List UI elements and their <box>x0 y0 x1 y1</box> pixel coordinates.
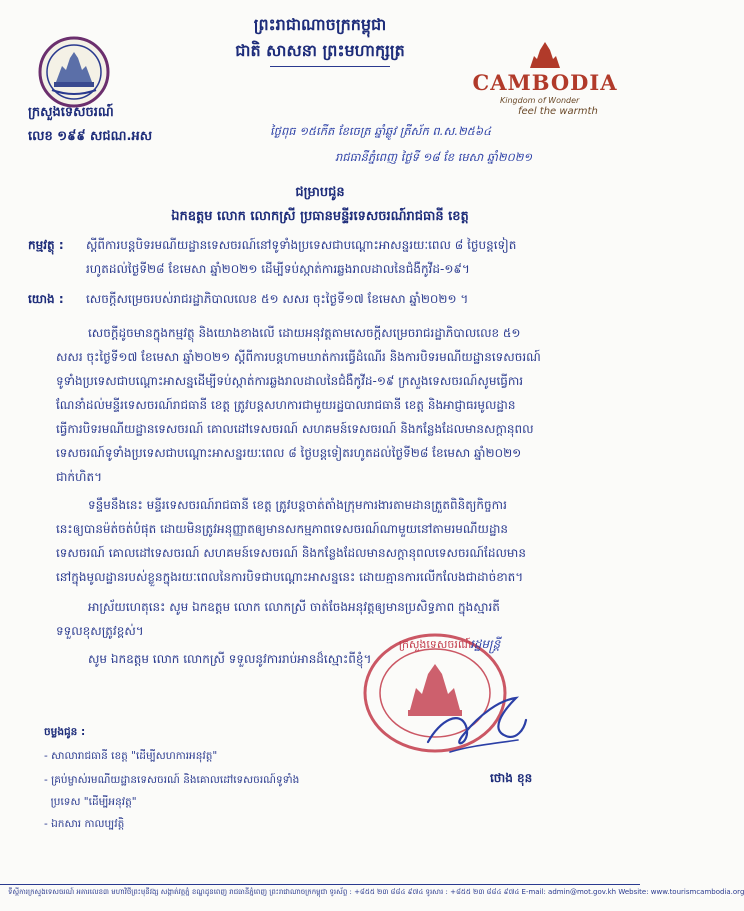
cc-label: ចម្លងជូន : <box>44 726 86 738</box>
signatory-name: ថោង ខុន <box>490 771 533 785</box>
cambodia-tagline-1: Kingdom of Wonder <box>500 96 580 105</box>
reference-text: សេចក្តីសម្រេចរបស់រាជរដ្ឋាភិបាលលេខ ៥១ សសរ ចុះថ្ងៃទី១៧ ខែមេសា ឆ្នាំ២០២១ ។ <box>86 292 469 306</box>
footer-address: ទីស្តីការក្រសួងទេសចរណ៍ អគារលេខ៣ មហាវិថីព្រះមុនីវង្ស សង្កាត់វត្តភ្នំ ខណ្ឌដូនពេញ រាជធានីភ្នំពេញ ព្រះរាជាណាចក្រកម្ពុជា ទូរស័ព្ទ : +៨៥៥ ២៣ ៨៨៤ ៩៧៤ ទូរសារ : +៨៥៥ ២៣ ៨៨៤ ៩៧៤ E-mail: admin@mot.gov.kh Website: www.tourismcambodia.org <box>8 888 744 896</box>
subject-line-2: រហូតដល់ថ្ងៃទី២៨ ខែមេសា ឆ្នាំ២០២១ ដើម្បីទប់ស្កាត់ការឆ្លងរាលដាលនៃជំងឺកូវីដ-១៩។ <box>86 262 470 276</box>
reference-label: យោង : <box>28 292 64 306</box>
body-para1-line: ទេសចរណ៍ទូទាំងប្រទេសជាបណ្តោះអាសន្នរយៈពេល ៨ ថ្ងៃបន្តទៀតរហូតដល់ថ្ងៃទី២៨ ខែមេសា ឆ្នាំ២០២១ <box>56 446 522 460</box>
body-para1-line: សេចក្តីដូចមានក្នុងកម្មវត្ថុ និងយោងខាងលើ ដោយអនុវត្តតាមសេចក្តីសម្រេចរាជរដ្ឋាភិបាលលេខ ៥១ <box>88 326 521 340</box>
subject-label: កម្មវត្ថុ : <box>28 238 64 252</box>
cc-item: - សាលារាជធានី ខេត្ត "ដើម្បីសហការអនុវត្ត" <box>44 750 218 762</box>
body-para1-line: ណែនាំដល់មន្ទីរទេសចរណ៍រាជធានី ខេត្ត ត្រូវបន្តសហការជាមួយរដ្ឋបាលរាជធានី ខេត្ត និងអាជ្ញាធរមូលដ្ឋាន <box>56 398 516 412</box>
closing-line: សូម ឯកឧត្តម លោក លោកស្រី ទទួលនូវការរាប់អានដ៏ស្មោះពីខ្ញុំ។ <box>88 652 372 666</box>
cambodia-tagline-2: feel the warmth <box>518 106 598 117</box>
kingdom-header: ព្រះរាជាណាចក្រកម្ពុជា <box>253 15 387 34</box>
body-para3-line: អាស្រ័យហេតុនេះ សូម ឯកឧត្តម លោក លោកស្រី ចាត់ចែងអនុវត្តឲ្យមានប្រសិទ្ធភាព ក្នុងស្មារតី <box>88 600 500 614</box>
body-para3-line: ទទួលខុសត្រូវខ្ពស់។ <box>56 624 144 638</box>
footer-divider <box>0 884 640 885</box>
body-para2-line: ទេសចរណ៍ គោលដៅទេសចរណ៍ សហគមន៍ទេសចរណ៍ និងកន្លែងដែលមានសក្តានុពលទេសចរណ៍ដែលមាន <box>56 546 526 560</box>
cc-item: - គ្រប់ម្ចាស់រមណីយដ្ឋានទេសចរណ៍ និងគោលដៅទេសចរណ៍ទូទាំង <box>44 774 300 786</box>
lunar-date: ថ្ងៃពុធ ១៥កើត ខែចេត្រ ឆ្នាំឆ្លូវ ត្រីស័ក ព.ស.២៥៦៤ <box>270 124 492 138</box>
cc-item: - ឯកសារ កាលប្បវត្តិ <box>44 818 125 830</box>
sender-ministry: ក្រសួងទេសចរណ៍ <box>28 105 114 120</box>
subject-line-1: ស្តីពីការបន្តបិទរមណីយដ្ឋានទេសចរណ៍នៅទូទាំងប្រទេសជាបណ្តោះអាសន្នរយៈពេល ៨ ថ្ងៃបន្តទៀត <box>86 238 517 252</box>
reference-number: លេខ ១៩៩ សជណ.អស <box>28 129 153 144</box>
body-para1-line: ជាក់ហិត។ <box>56 470 102 484</box>
notice-label: ជម្រាបជូន <box>295 185 345 200</box>
body-para1-line: ធ្វើការបិទរមណីយដ្ឋានទេសចរណ៍ គោលដៅទេសចរណ៍ សហគមន៍ទេសចរណ៍ និងកន្លែងដែលមានសក្តានុពល <box>56 422 534 436</box>
header-divider <box>270 66 390 67</box>
body-para2-line: នៅក្នុងមូលដ្ឋានរបស់ខ្លួនក្នុងរយៈពេលនៃការបិទជាបណ្តោះអាសន្ននេះ ដោយគ្មានការលើកលែងជាដាច់ខាត។ <box>56 570 524 584</box>
motto-header: ជាតិ សាសនា ព្រះមហាក្សត្រ <box>235 41 405 60</box>
handwritten-signature <box>420 690 530 760</box>
cambodia-logo-text: CAMBODIA <box>472 70 618 95</box>
body-para2-line: ទន្ទឹមនឹងនេះ មន្ទីរទេសចរណ៍រាជធានី ខេត្ត ត្រូវបន្តចាត់តាំងក្រុមការងារតាមដានត្រួតពិនិត្យកិច្ចការ <box>88 498 507 512</box>
stamp-text: ក្រសួងទេសចរណ៍ <box>398 638 472 651</box>
addressee: ឯកឧត្តម លោក លោកស្រី ប្រធានមន្ទីរទេសចរណ៍រាជធានី ខេត្ត <box>171 209 469 224</box>
body-para2-line: នេះឲ្យបានម៉ត់ចត់បំផុត ដោយមិនត្រូវអនុញ្ញាតឲ្យមានសកម្មភាពទេសចរណ៍ណាមួយនៅតាមរមណីយដ្ឋាន <box>56 522 508 536</box>
cc-item: ប្រទេស "ដើម្បីអនុវត្ត" <box>44 796 137 808</box>
body-para1-line: ទូទាំងប្រទេសជាបណ្តោះអាសន្នដើម្បីទប់ស្កាត់ការឆ្លងរាលដាលនៃជំងឺកូវីដ-១៩ ក្រសួងទេសចរណ៍សូមធ្វើការ <box>56 374 524 388</box>
body-para1-line: សសរ ចុះថ្ងៃទី១៧ ខែមេសា ឆ្នាំ២០២១ ស្តីពីការបន្តហាមឃាត់ការធ្វើដំណើរ និងការបិទរមណីយដ្ឋានទេសចរណ៍ <box>56 350 541 364</box>
signatory-title: រដ្ឋមន្ត្រី <box>470 637 501 651</box>
solar-date: រាជធានីភ្នំពេញ ថ្ងៃទី ១៨ ខែ មេសា ឆ្នាំ២០២១ <box>335 150 533 164</box>
